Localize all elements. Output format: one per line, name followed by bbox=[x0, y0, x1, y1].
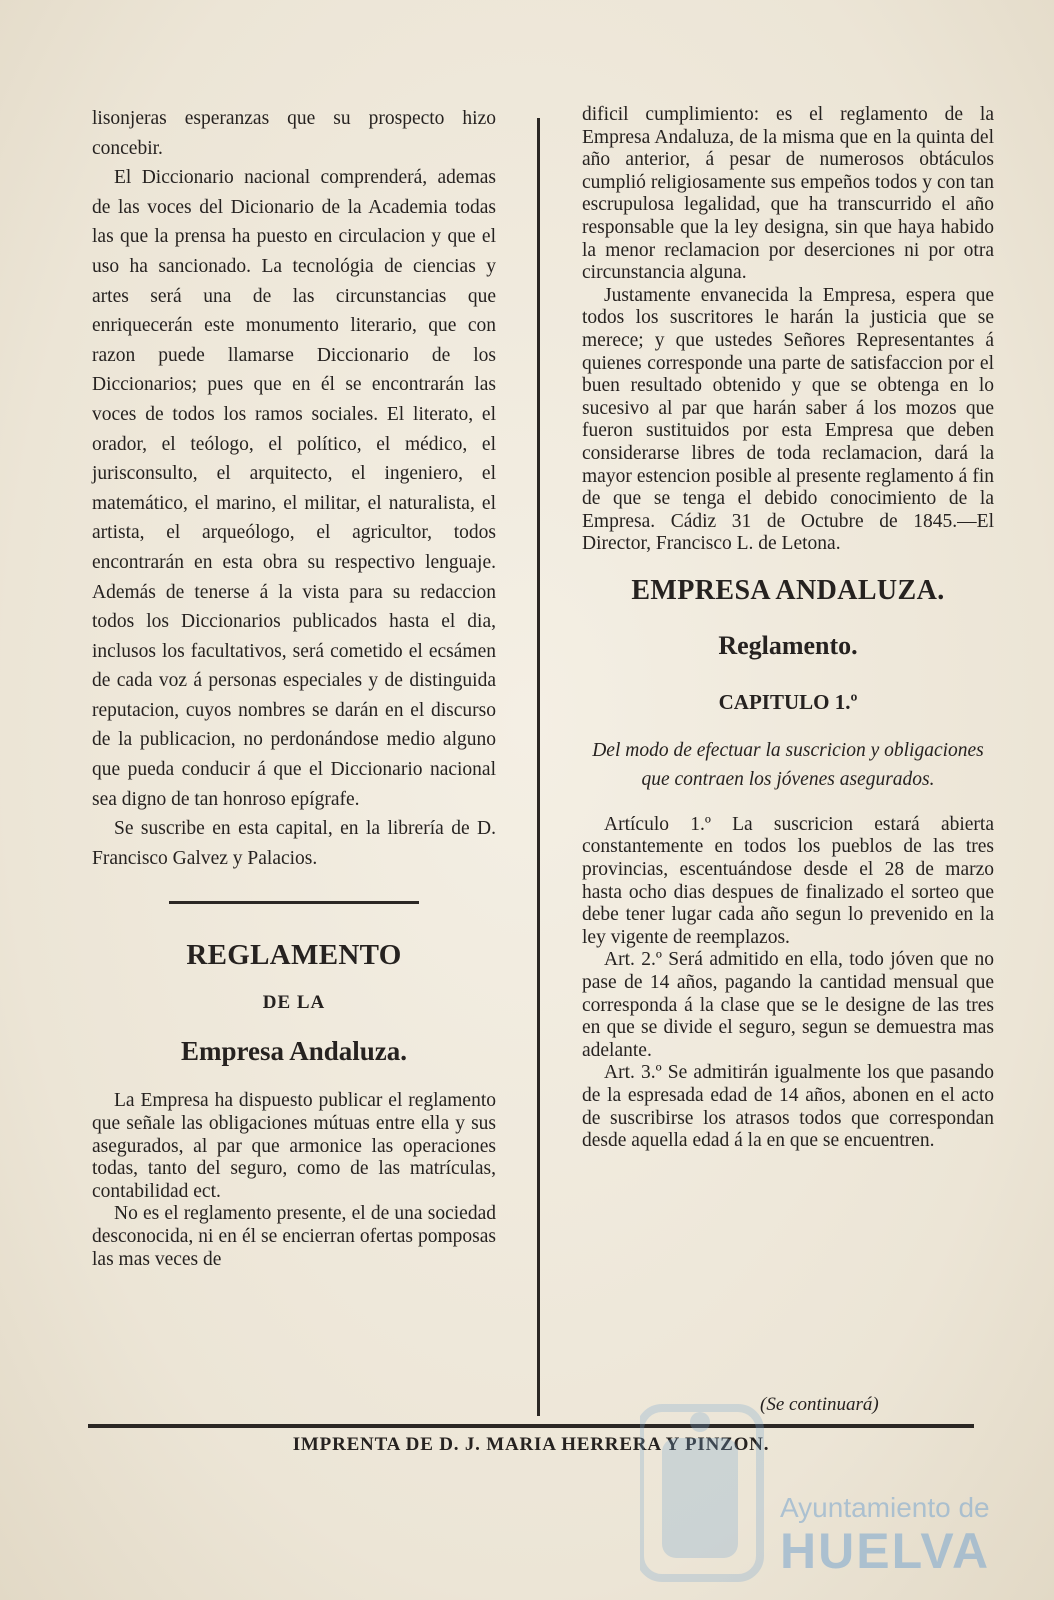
empresa-andaluza-title: EMPRESA ANDALUZA. bbox=[631, 574, 945, 606]
imprint-line: IMPRENTA DE D. J. MARIA HERRERA Y PINZON. bbox=[292, 1434, 770, 1455]
empresa-andaluza-heading: Empresa Andaluza. bbox=[180, 1036, 408, 1067]
capitulo-title: CAPITULO 1.º bbox=[718, 689, 858, 714]
article-1: Artículo 1.º La suscricion estará abierta constantemente en todos los pueblos de las tres provincias, escentuándose desde el 28 de marzo hasta ocho dias despues de finalizado el sorteo que debe tener lugar cada año segun lo prevenido en la ley vigente de reemplazos. bbox=[582, 813, 994, 948]
continuation-note: (Se continuará) bbox=[760, 1394, 879, 1415]
de-la-heading: DE LA bbox=[262, 992, 326, 1014]
column-divider bbox=[537, 118, 540, 1416]
left-paragraph-2: El Diccionario nacional comprenderá, ademas de las voces del Dicionario de la Academia todas las que la prensa ha puesto en circulacion y que el uso ha sancionado. La tecnológia de ciencias y artes será una de las circunstancias que enriquecerán este monumento literario, que con razon puede llamarse Diccionario de los Diccionarios; pues que en él se encontrarán las voces de todos los ramos sociales. El literato, el orador, el teólogo, el político, el médico, el jurisconsulto, el arquitecto, el ingeniero, el matemático, el marino, el militar, el naturalista, el artista, el arqueólogo, el agricultor, todos encontrarán en esta obra su respectivo lenguaje. Además de tenerse á la vista para su redaccion todos los Diccionarios publicados hasta el dia, inclusos los facultativos, será cometido el ecsámen de cada voz á personas especiales y de distinguida reputacion, cuyos nombres se darán en el discurso de la publicacion, no perdonándose medio alguno que pueda conducir á que el Diccionario nacional sea digno de tan honroso epígrafe. bbox=[92, 167, 496, 810]
reglamento-title: Reglamento. bbox=[718, 630, 858, 660]
article-3: Art. 3.º Se admitirán igualmente los que pasando de la espresada edad de 14 años, abonen en el acto de suscribirse los atrasos todos que correspondan desde aquella edad á la en que se encuentren. bbox=[582, 1062, 994, 1152]
right-column bbox=[582, 104, 994, 1153]
reglamento-heading: REGLAMENTO bbox=[186, 939, 402, 972]
left-paragraph-1: lisonjeras esperanzas que su prospecto hizo concebir. bbox=[92, 108, 496, 159]
right-paragraph-2: Justamente envanecida la Empresa, espera que todos los suscritores le harán la justicia que se merece; y que ustedes Señores Representantes á quienes corresponde una parte de satisfaccion por el buen resultado obtenido y que se obtenga en lo sucesivo al par que harán saber á los mozos que fueron sustituidos por esta Empresa que deben considerarse libres de toda reclamacion, dará la mayor estencion posible al presente reglamento á fin de que se tenga el debido conocimiento de la Empresa. Cádiz 31 de Octubre de 1845.—El Director, Francisco L. de Letona. bbox=[582, 284, 994, 555]
chapter-subtitle: Del modo de efectuar la suscricion y obligaciones que contraen los jóvenes asegurados. bbox=[592, 739, 984, 790]
left-column bbox=[92, 104, 496, 1271]
watermark-line-1: Ayuntamiento de bbox=[780, 1492, 990, 1523]
section-divider bbox=[169, 901, 419, 904]
watermark-line-2: HUELVA bbox=[780, 1523, 991, 1579]
left-paragraph-4: La Empresa ha dispuesto publicar el reglamento que señale las obligaciones mútuas entre ella y sus asegurados, al par que armonice las operaciones todas, tanto del seguro, como de las matrículas, contabilidad ect. bbox=[92, 1090, 496, 1202]
left-paragraph-5: No es el reglamento presente, el de una sociedad desconocida, ni en él se encierran ofertas pomposas las mas veces de bbox=[92, 1203, 496, 1270]
article-2: Art. 2.º Será admitido en ella, todo jóven que no pase de 14 años, pagando la cantidad mensual que corresponda á la clase que se le designe de las tres en que se divide el seguro, segun se demuestra mas adelante. bbox=[582, 949, 994, 1061]
right-paragraph-1: dificil cumplimiento: es el reglamento de la Empresa Andaluza, de la misma que en la quinta del año anterior, á pesar de numerosos obtáculos cumplió religiosamente sus empeños todos y con tan escrupulosa legalidad, que ha transcurrido el año responsable que la ley designa, sin que haya habido la menor reclamacion por deserciones ni por otra circunstancia alguna. bbox=[582, 104, 994, 284]
left-paragraph-3: Se suscribe en esta capital, en la librería de D. Francisco Galvez y Palacios. bbox=[92, 818, 496, 869]
